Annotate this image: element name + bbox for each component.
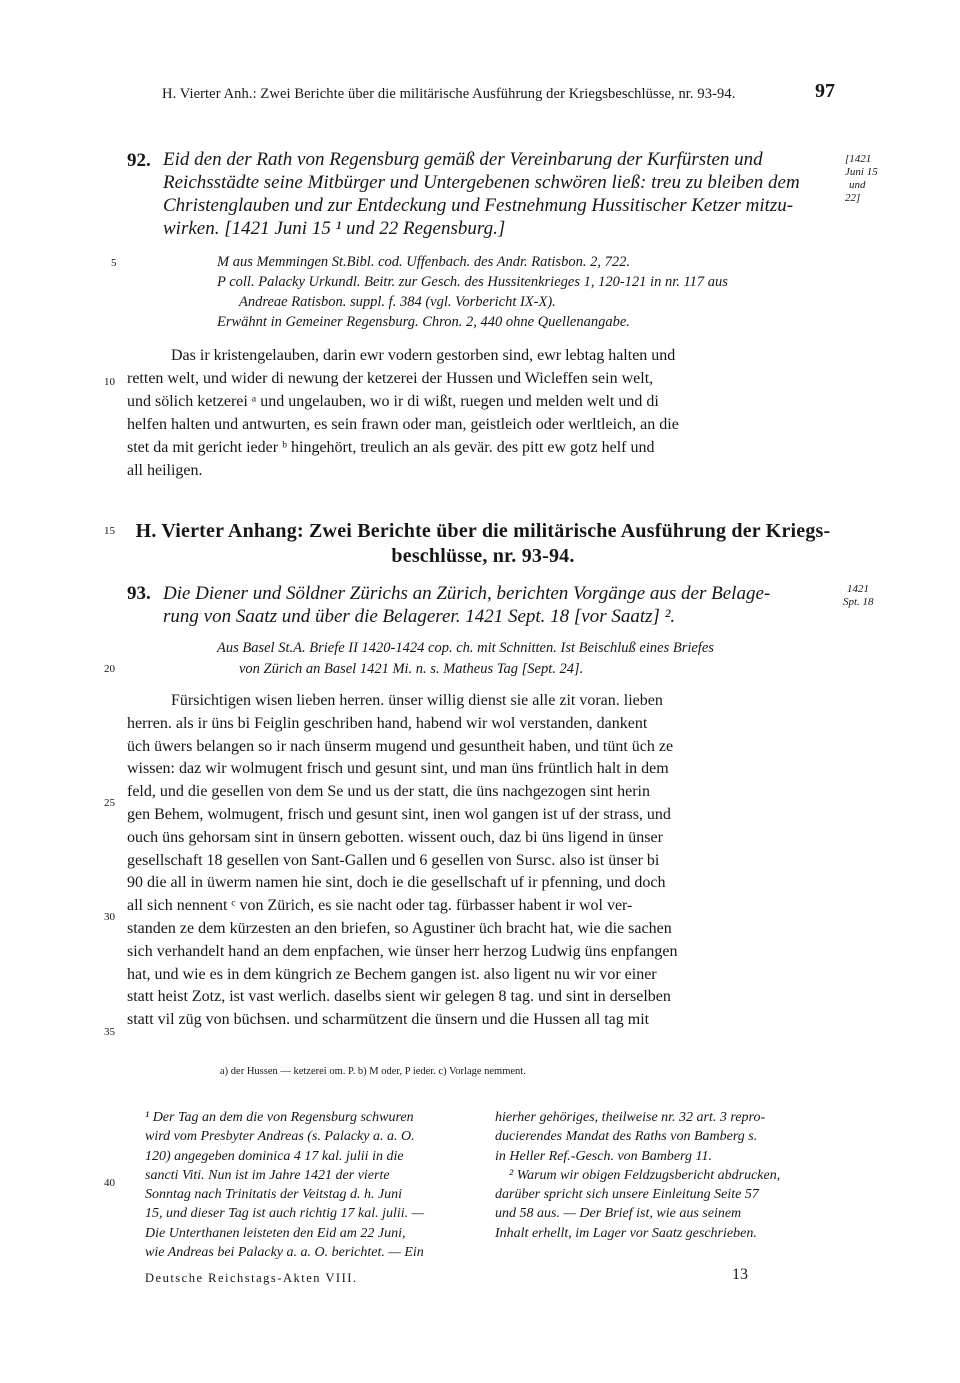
text-line: gesellschaft 18 gesellen von Sant-Gallen und 6 gesellen von Sursc. also ist ünser bi	[127, 851, 660, 869]
text-line: stet da mit gericht ieder ᵇ hingehört, treulich an als gevär. des pitt ew gotz helf und	[127, 439, 655, 456]
side-date-line: und	[849, 179, 866, 191]
footnotes-right	[495, 1108, 840, 1243]
side-date-line: 22]	[845, 192, 861, 204]
doc93-heading-line: Die Diener und Söldner Zürichs an Zürich, berichten Vorgänge aus der Belage-	[163, 583, 771, 604]
doc92-heading-line: Reichsstädte seine Mitbürger und Untergebenen schwören ließ: treu zu bleiben dem	[163, 172, 800, 193]
text-line: sich verhandelt hand an dem enpfachen, wie ünser herr herzog Ludwig üns enpfangen	[127, 942, 678, 960]
side-date-line: Spt. 18	[843, 596, 874, 608]
footnote-line: 120) angegeben dominica 4 17 kal. julii in die	[145, 1148, 404, 1164]
footnote-line: in Heller Ref.-Gesch. von Bamberg 11.	[495, 1148, 712, 1164]
source-line: von Zürich an Basel 1421 Mi. n. s. Matheus Tag [Sept. 24].	[239, 661, 584, 677]
source-line: Andreae Ratisbon. suppl. f. 384 (vgl. Vorbericht IX-X).	[239, 294, 556, 310]
doc92-sources	[217, 252, 728, 332]
doc92-heading	[163, 148, 835, 240]
text-line: helfen halten und antwurten, es sein frawn oder man, geistleich oder werltleich, an die	[127, 416, 679, 433]
footnote-line: Inhalt erhellt, im Lager vor Saatz geschrieben.	[495, 1225, 757, 1241]
doc92-number: 92.	[127, 150, 151, 171]
footnotes-left	[145, 1108, 475, 1262]
text-line: gen Behem, wolmugent, frisch und gesunt sint, inen wol gangen ist uf der strass, und	[127, 805, 671, 823]
line-number: 20	[104, 663, 115, 675]
source-line: Aus Basel St.A. Briefe II 1420-1424 cop. ch. mit Schnitten. Ist Beischluß eines Briefes	[217, 640, 714, 656]
page-number: 97	[815, 80, 835, 102]
doc92-heading-line: Eid den der Rath von Regensburg gemäß der Vereinbarung der Kurfürsten und	[163, 149, 763, 170]
source-line: M aus Memmingen St.Bibl. cod. Uffenbach. des Andr. Ratisbon. 2, 722.	[217, 254, 630, 270]
side-date-line: 1421	[847, 583, 869, 595]
running-title: H. Vierter Anh.: Zwei Berichte über die militärische Ausführung der Kriegsbeschlüsse, nr. 93-94.	[162, 86, 736, 102]
text-line: hat, und wie es in dem küngrich ze Bechem gangen ist. also ligent nu wir vor einer	[127, 965, 657, 983]
line-number: 35	[104, 1026, 115, 1038]
footnote-line: wird vom Presbyter Andreas (s. Palacky a. a. O.	[145, 1129, 415, 1145]
source-line: Erwähnt in Gemeiner Regensburg. Chron. 2, 440 ohne Quellenangabe.	[217, 314, 630, 330]
text-line: üch üwers belangen so ir nach ünserm mugend und gesuntheit haben, und tünt üch ze	[127, 737, 674, 755]
footnote-line: Die Unterthanen leisteten den Eid am 22 Juni,	[145, 1225, 406, 1241]
footer-series: Deutsche Reichstags-Akten VIII.	[145, 1271, 358, 1285]
side-date-line: [1421	[845, 153, 872, 165]
doc92-heading-line: Christenglauben und zur Entdeckung und Festnehmung Hussitischer Ketzer mitzu-	[163, 195, 794, 216]
text-line: ouch üns gehorsam sint in ünsern gebotten. wissent ouch, daz bi üns ligend in ünser	[127, 828, 663, 846]
text-line: retten welt, und wider di newung der ketzerei der Hussen und Wicleffen sein welt,	[127, 370, 654, 387]
line-number: 10	[104, 376, 115, 388]
text-line: statt heist Zotz, ist vast werlich. daselbs sient wir gelegen 8 tag. und sint in derselben	[127, 988, 671, 1006]
footnote-line: ducierendes Mandat des Raths von Bamberg s.	[495, 1129, 758, 1145]
line-number: 15	[104, 525, 115, 537]
section-title-line: H. Vierter Anhang: Zwei Berichte über die militärische Ausführung der Kriegs-	[135, 520, 831, 542]
section-title-line: beschlüsse, nr. 93-94.	[391, 545, 575, 567]
text-line: all sich nennent ᶜ von Zürich, es sie nacht oder tag. fürbasser habent ir wol ver-	[127, 897, 633, 915]
doc93-heading-line: rung von Saatz und über die Belagerer. 1421 Sept. 18 [vor Saatz] ².	[163, 606, 676, 627]
footnote-line: hierher gehöriges, theilweise nr. 32 art. 3 repro-	[495, 1110, 766, 1125]
footnote-line: ¹ Der Tag an dem die von Regensburg schwuren	[145, 1110, 414, 1125]
doc93-number: 93.	[127, 583, 151, 604]
footnote-line: 15, und dieser Tag ist auch richtig 17 kal. julii. —	[145, 1206, 425, 1222]
line-number: 25	[104, 797, 115, 809]
source-line: P coll. Palacky Urkundl. Beitr. zur Gesch. des Hussitenkrieges 1, 120-121 in nr. 117 aus	[217, 274, 728, 290]
doc93-heading	[163, 582, 835, 628]
doc93-side-date	[843, 583, 874, 609]
footnote-line: darüber spricht sich unsere Einleitung Seite 57	[495, 1187, 759, 1203]
text-line: Das ir kristengelauben, darin ewr vodern gestorben sind, ewr lebtag halten und	[171, 347, 676, 364]
footnote-line: sancti Viti. Nun ist im Jahre 1421 der vierte	[145, 1167, 390, 1183]
text-line: und sölich ketzerei ᵃ und ungelauben, wo ir di wißt, ruegen und melden welt und di	[127, 393, 659, 410]
text-line: feld, und die gesellen von dem Se und us der statt, die üns nachgezogen sint herin	[127, 783, 650, 801]
section-title	[127, 519, 839, 569]
footer-signature: 13	[732, 1266, 748, 1283]
text-line: standen ze dem kürzesten an den briefen, so Agustiner üch bracht hat, wie die sachen	[127, 919, 672, 937]
text-line: Fürsichtigen wisen lieben herren. ünser willig dienst sie alle zit voran. lieben	[171, 692, 663, 709]
text-line: herren. als ir üns bi Feiglin geschriben hand, habend wir wol verstanden, dankent	[127, 714, 648, 732]
doc93-sources	[217, 638, 714, 680]
text-line: all heiligen.	[127, 462, 203, 479]
text-line: 90 die all in üwerm namen hie sint, doch ie die gesellschaft uf ir pfenning, und doch	[127, 874, 666, 892]
doc92-heading-line: wirken. [1421 Juni 15 ¹ und 22 Regensburg.]	[163, 218, 506, 239]
line-number: 40	[104, 1177, 115, 1189]
critical-apparatus: a) der Hussen — ketzerei om. P. b) M oder, P ieder. c) Vorlage nemment.	[220, 1066, 526, 1077]
line-number: 5	[111, 257, 117, 269]
doc93-text	[127, 690, 837, 1032]
side-date-line: Juni 15	[845, 166, 878, 178]
text-line: statt vil züg von büchsen. und scharmützent die ünsern und die Hussen all tag mit	[127, 1011, 650, 1029]
footnote-line: wie Andreas bei Palacky a. a. O. berichtet. — Ein	[145, 1245, 424, 1261]
footnote-line: und 58 aus. — Der Brief ist, wie aus seinem	[495, 1206, 742, 1222]
line-number: 30	[104, 911, 115, 923]
footnote-line: Sonntag nach Trinitatis der Veitstag d. h. Juni	[145, 1187, 403, 1203]
doc92-text	[127, 344, 837, 482]
doc92-side-date	[845, 153, 878, 205]
text-line: wissen: daz wir wolmugent frisch und gesunt sint, und man üns früntlich halt in dem	[127, 760, 669, 778]
footnote-line: ² Warum wir obigen Feldzugsbericht abdrucken,	[509, 1167, 781, 1183]
